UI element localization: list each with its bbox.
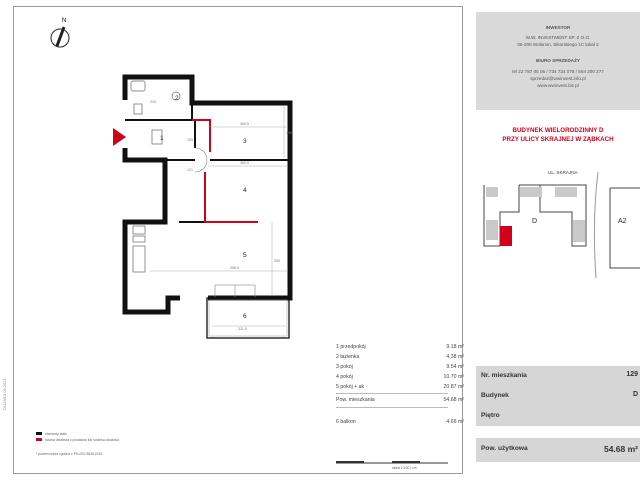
room-area: 9.18 m²: [446, 344, 464, 350]
dimension-text: 121: [187, 168, 193, 172]
keyplan-drawing: [484, 172, 640, 278]
rooms-row: [336, 344, 464, 350]
fact-value: D: [632, 391, 638, 398]
investor-panel: [476, 12, 640, 110]
room-name: 3 pokój: [336, 364, 353, 370]
room-label-2: 2: [175, 95, 179, 102]
fact-value: 54.68 m²: [603, 444, 638, 454]
dimension-text: 311.5: [238, 327, 247, 331]
fact-key: Budynek: [481, 392, 509, 399]
dimension-text: 350: [274, 259, 280, 263]
room-name: 1 przedpokój: [336, 344, 366, 350]
table-divider: [336, 407, 448, 408]
rooms-row: [336, 374, 464, 380]
balcony-outline: [207, 298, 289, 338]
dimension-text: 215: [150, 100, 156, 104]
street-label: UL. SKRAJNA: [548, 170, 578, 175]
building-title: BUDYNEK WIELORODZINNY D: [512, 127, 604, 134]
legend-note-wall: elementy stałe: [45, 432, 67, 436]
compass-icon: [51, 18, 69, 47]
fact-key: Piętro: [481, 412, 500, 419]
rooms-row: [336, 364, 464, 370]
fact-value: 129: [626, 371, 638, 378]
building-d-label: D: [532, 218, 538, 225]
room-name: 2 łazienka: [336, 354, 360, 360]
dimension-text: 296.5: [230, 266, 239, 270]
fact-key: Pow. użytkowa: [481, 445, 528, 452]
balcony-row: [336, 419, 464, 425]
rooms-row: [336, 384, 464, 390]
legend-note-partition: ściana działowa z pustaków lub ścianka działowa: [45, 438, 119, 442]
dimension-text: 105: [187, 138, 193, 142]
sales-phones: tel 22 787 05 06 / 734 734 078 / 664 200 277: [512, 69, 604, 74]
dimension-text: 290: [286, 131, 292, 135]
balcony-area: 4.66 m²: [446, 419, 464, 425]
room-label-3: 3: [243, 138, 247, 145]
sales-header: BIURO SPRZEDAŻY: [536, 58, 580, 63]
total-row: [336, 397, 464, 403]
entrance-arrow-icon: [113, 128, 126, 146]
legend-swatch-wall: [36, 432, 42, 435]
room-name: 5 pokój + ak: [336, 384, 365, 390]
scale-bar: [336, 461, 448, 463]
dimension-text: 360.5: [240, 161, 249, 165]
investor-name: W.W. INVESTMENT SP. Z O.O.: [525, 35, 591, 40]
room-name: 4 pokój: [336, 374, 353, 380]
room-label-1: 1: [160, 135, 164, 142]
footnote: * powierzchnia zgodna z PN-ISO 9836:2015: [36, 452, 103, 456]
compass-label: N: [62, 18, 67, 24]
fact-row: [476, 386, 640, 406]
investor-header: INWESTOR: [545, 25, 571, 30]
room-area: 20.87 m²: [443, 384, 464, 390]
sales-web[interactable]: www.wwinvest.biz.pl: [537, 83, 579, 88]
room-area: 10.70 m²: [443, 374, 464, 380]
room-label-5: 5: [243, 252, 247, 259]
fact-row-area: [476, 438, 640, 462]
sales-email[interactable]: sprzedaz@wwinvest.info.pl: [530, 76, 586, 81]
balcony-label: 6 balkon: [336, 419, 356, 425]
total-label: Pow. mieszkania: [336, 397, 375, 403]
investor-address: 05-200 Wołomin, Sikorskiego 1C lokal 2: [517, 42, 599, 47]
room-area: 9.54 m²: [446, 364, 464, 370]
room-label-4: 4: [243, 187, 247, 194]
legend-swatch-partition: [36, 438, 42, 441]
room-label-6: 6: [243, 313, 247, 320]
room-area: 4.38 m²: [446, 354, 464, 360]
rooms-row: [336, 354, 464, 360]
fact-key: Nr. mieszkania: [481, 372, 527, 379]
scale-label: skala 1:100 | cm: [392, 466, 417, 470]
building-a2-label: A2: [618, 218, 627, 225]
side-code: D/129/13.09.2021: [2, 378, 7, 410]
building-subtitle: PRZY ULICY SKRAJNEJ W ZĄBKACH: [502, 136, 614, 143]
fact-row: [476, 366, 640, 386]
dimension-text: 360.5: [240, 122, 249, 126]
fact-row: [476, 406, 640, 426]
total-area: 54.68 m²: [443, 397, 464, 403]
table-divider: [336, 393, 448, 394]
